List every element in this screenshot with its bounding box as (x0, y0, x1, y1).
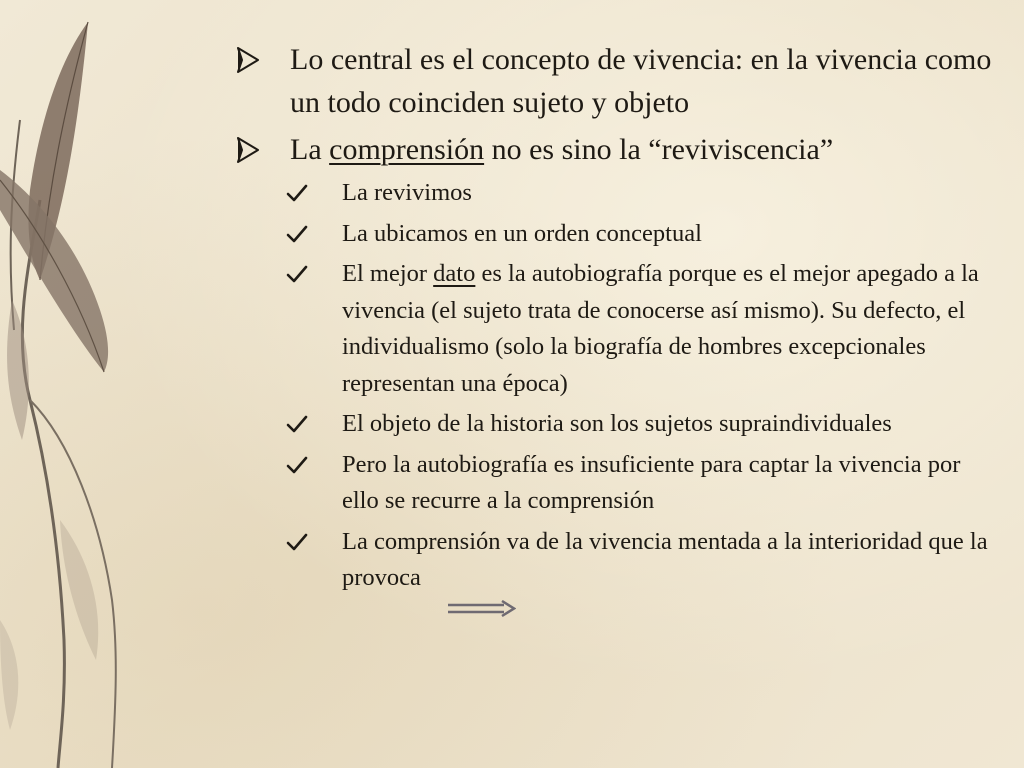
arrow-annotation-icon (446, 600, 516, 618)
subbullet-2 (232, 216, 1002, 253)
bullet-1 (232, 38, 1002, 124)
leaf-decoration (0, 0, 150, 768)
checkmark-icon (286, 224, 308, 244)
subbullet-1-text: La revivimos (342, 179, 472, 206)
subbullet-2-text: La ubicamos en un orden conceptual (342, 219, 702, 247)
subbullet-5 (232, 447, 1002, 520)
subbullet-5-text: Pero la autobiografía es insuficiente para captar la vivencia por ello se recurre a la comprensión (342, 450, 961, 514)
checkmark-icon (286, 532, 308, 552)
subbullet-3-post: es la autobiografía porque es el mejor apegado a la vivencia (el sujeto trata de conocerse así mismo). Su defecto, el individualismo (solo la biografía de hombres excepcionales representan una época) (342, 260, 979, 397)
subbullet-3-pre: El mejor (342, 260, 434, 287)
subbullet-3 (232, 256, 1002, 402)
underlined-term-dato: dato (433, 260, 476, 287)
checkmark-icon (286, 183, 308, 203)
checkmark-icon (286, 455, 308, 475)
subbullet-1 (232, 175, 1002, 212)
subbullet-6-text: La comprensión va de la vivencia mentada a la interioridad que la provoca (342, 527, 988, 591)
bullet-2-pre: La (290, 133, 330, 166)
subbullet-4-text: El objeto de la historia son los sujetos supraindividuales (342, 410, 892, 437)
bullet-2-post: no es sino la “reviviscencia” (484, 133, 834, 166)
checkmark-icon (286, 414, 308, 434)
arrowhead-bullet-icon (232, 128, 262, 171)
underlined-term-comprension: comprensión (329, 133, 485, 166)
arrowhead-bullet-icon (232, 38, 262, 81)
subbullet-4 (232, 406, 1002, 443)
checkmark-icon (286, 264, 308, 284)
subbullet-6 (232, 524, 1002, 597)
slide-content (232, 38, 1002, 601)
bullet-1-text: Lo central es el concepto de vivencia: en la vivencia como un todo coinciden sujeto y objeto (290, 43, 992, 119)
bullet-2 (232, 128, 1002, 171)
